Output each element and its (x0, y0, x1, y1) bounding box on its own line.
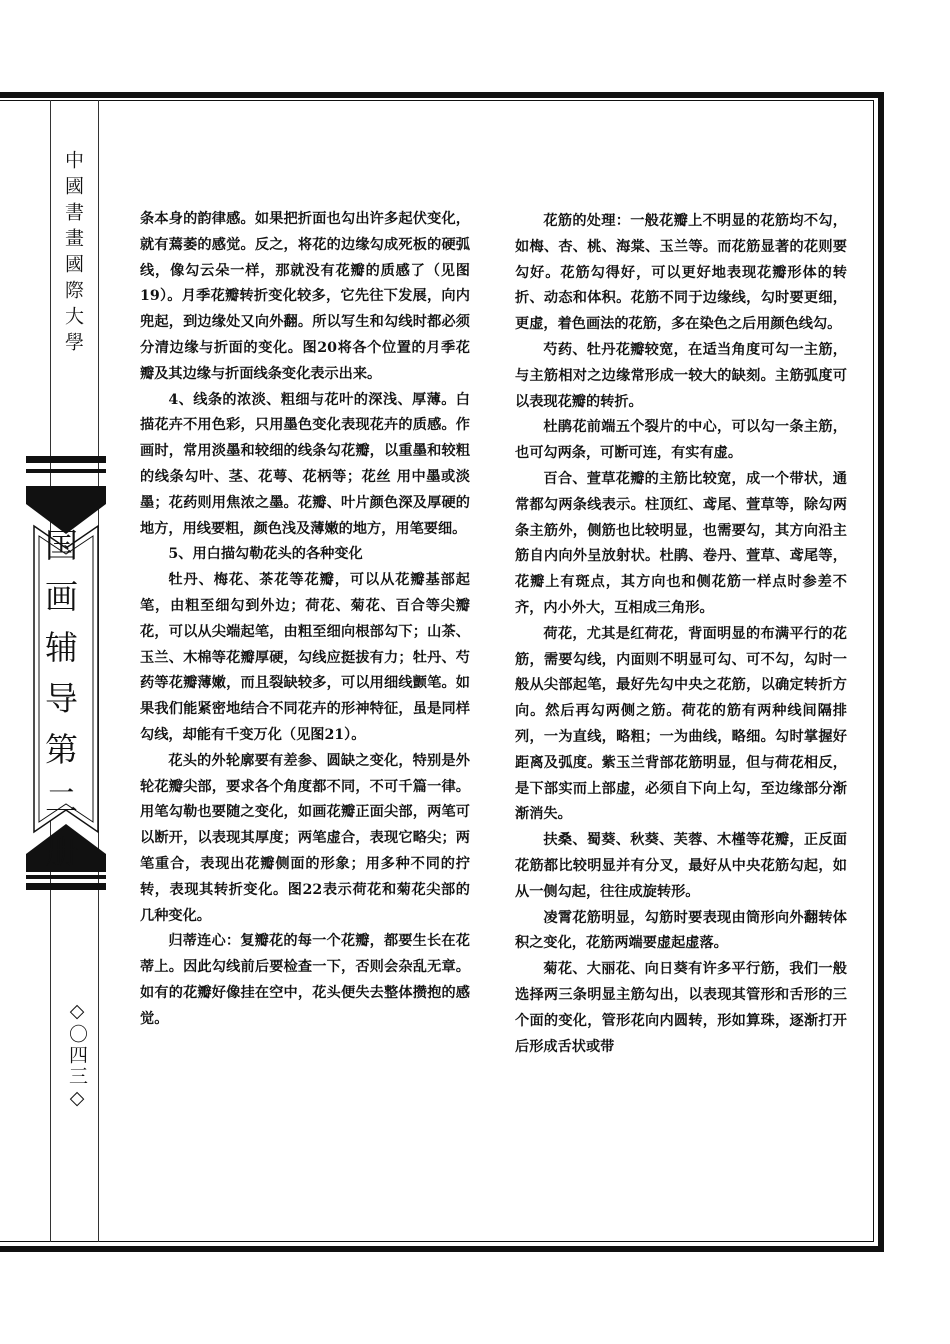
paragraph: 条本身的韵律感。如果把折面也勾出许多起伏变化，就有蔫萎的感觉。反之，将花的边缘勾成死板的硬弧线，像勾云朵一样，那就没有花瓣的质感了（见图19）。月季花瓣转折变化较多，它先往下发展，向内兜起，到边缘处又向外翻。所以写生和勾线时都必须分清边缘与折面的变化。图20将各个位置的月季花瓣及其边缘与折面线条变化表示出来。 (140, 211, 470, 382)
paragraph: 凌霄花筋明显，勾筋时要表现由筒形向外翻转体积之变化，花筋两端要虚起虚落。 (515, 909, 847, 952)
paragraph: 归蒂连心：复瓣花的每一个花瓣，都要生长在花蒂上。因此勾线前后要检查一下，否则会杂乱无章。如有的花瓣好像挂在空中，花头便失去整体攒抱的感觉。 (140, 933, 470, 1027)
band-top-bar-2 (26, 469, 106, 473)
page-number: ◇〇四三◇ (66, 1000, 88, 1111)
frame-inner-right-rule (873, 100, 874, 1242)
frame-right-border (878, 92, 884, 1252)
paragraph: 4、线条的浓淡、粗细与花叶的深浅、厚薄。白描花卉不用色彩，只用墨色变化表现花卉的质感。作画时，常用淡墨和较细的线条勾花瓣，以重墨和较粗的线条勾叶、茎、花萼、花柄等；花丝 用中墨或淡墨；花药则用焦浓之墨。花瓣、叶片颜色深及厚硬的地方，用线要粗，颜色浅及薄嫩的地方，用笔要细。 (140, 391, 470, 537)
paragraph: 杜鹃花前端五个裂片的中心，可以勾一条主筋，也可勾两条，可断可连，有实有虚。 (515, 419, 847, 462)
section-heading: 5、用白描勾勒花头的各种变化 (168, 546, 363, 563)
frame-inner-top-rule (0, 100, 874, 101)
school-name: 中國書畫國際大學 (62, 150, 84, 358)
series-title: 国画辅导第二册 (40, 528, 79, 885)
text-column-left (140, 207, 470, 1033)
band-top-bar-1 (26, 456, 106, 463)
paragraph: 芍药、牡丹花瓣较宽，在适当角度可勾一主筋，与主筋相对之边缘常形成一较大的缺刻。主筋弧度可以表现花瓣的转折。 (515, 341, 847, 410)
frame-top-border (0, 92, 884, 98)
frame-inner-bottom-rule (0, 1241, 874, 1242)
paragraph: 扶桑、蜀葵、秋葵、芙蓉、木槿等花瓣，正反面花筋都比较明显并有分叉，最好从中央花筋勾起，如从一侧勾起，往往成旋转形。 (515, 832, 847, 900)
paragraph: 菊花、大丽花、向日葵有许多平行筋，我们一般选择两三条明显主筋勾出，以表现其管形和舌形的三个面的变化，管形花向内圆转，形如算珠，逐渐打开后形成舌状或带 (515, 961, 847, 1055)
text-column-right (515, 209, 847, 1060)
paragraph: 荷花，尤其是红荷花，背面明显的布满平行的花筋，需要勾线，内面则不明显可勾、可不勾，勾时一般从尖部起笔，最好先勾中央之花筋，以确定转折方向。然后再勾两侧之筋。荷花的筋有两种线间隔排列，一为直线，略粗；一为曲线，略细。勾时掌握好距离及弧度。紫玉兰背部花筋明显，但与荷花相反，是下部实而上部虚，必须自下向上勾，至边缘部分渐渐消失。 (515, 625, 847, 823)
paragraph: 百合、萱草花瓣的主筋比较宽，成一个带状，通常都勾两条线表示。柱顶红、鸢尾、萱草等，除勾两条主筋外，侧筋也比较明显，也需要勾，其方向沿主筋自内向外呈放射状。杜鹃、卷丹、萱草、鸢尾等，花瓣上有斑点，其方向也和侧花筋一样点时参差不齐，内小外大，互相成三角形。 (515, 470, 847, 616)
paragraph: 花头的外轮廓要有差参、圆缺之变化，特别是外轮花瓣尖部，要求各个角度都不同，不可千篇一律。用笔勾勒也要随之变化，如画花瓣正面尖部，两笔可以断开，以表现其厚度；两笔虚合，表现它略尖；两笔重合，表现出花瓣侧面的形象；用多种不同的拧转，表现其转折变化。图22表示荷花和菊花尖部的几种变化。 (140, 752, 470, 924)
frame-bottom-border (0, 1246, 884, 1252)
paragraph: 牡丹、梅花、茶花等花瓣，可以从花瓣基部起笔，由粗至细勾到外边；荷花、菊花、百合等尖瓣花，可以从尖端起笔，由粗至细向根部勾下；山茶、玉兰、木棉等花瓣厚硬，勾线应挺拔有力；牡丹、芍药等花瓣薄嫩，而且裂缺较多，可以用细线颤笔。如果我们能紧密地结合不同花卉的形神特征，虽是同样勾线，却能有千变万化（见图21）。 (140, 572, 470, 743)
paragraph: 花筋的处理：一般花瓣上不明显的花筋均不勾，如梅、杏、桃、海棠、玉兰等。而花筋显著的花则要勾好。花筋勾得好，可以更好地表现花瓣形体的转折、动态和体积。花筋不同于边缘线，勾时要更细，更虚，着色画法的花筋，多在染色之后用颜色线勾。 (515, 213, 847, 333)
